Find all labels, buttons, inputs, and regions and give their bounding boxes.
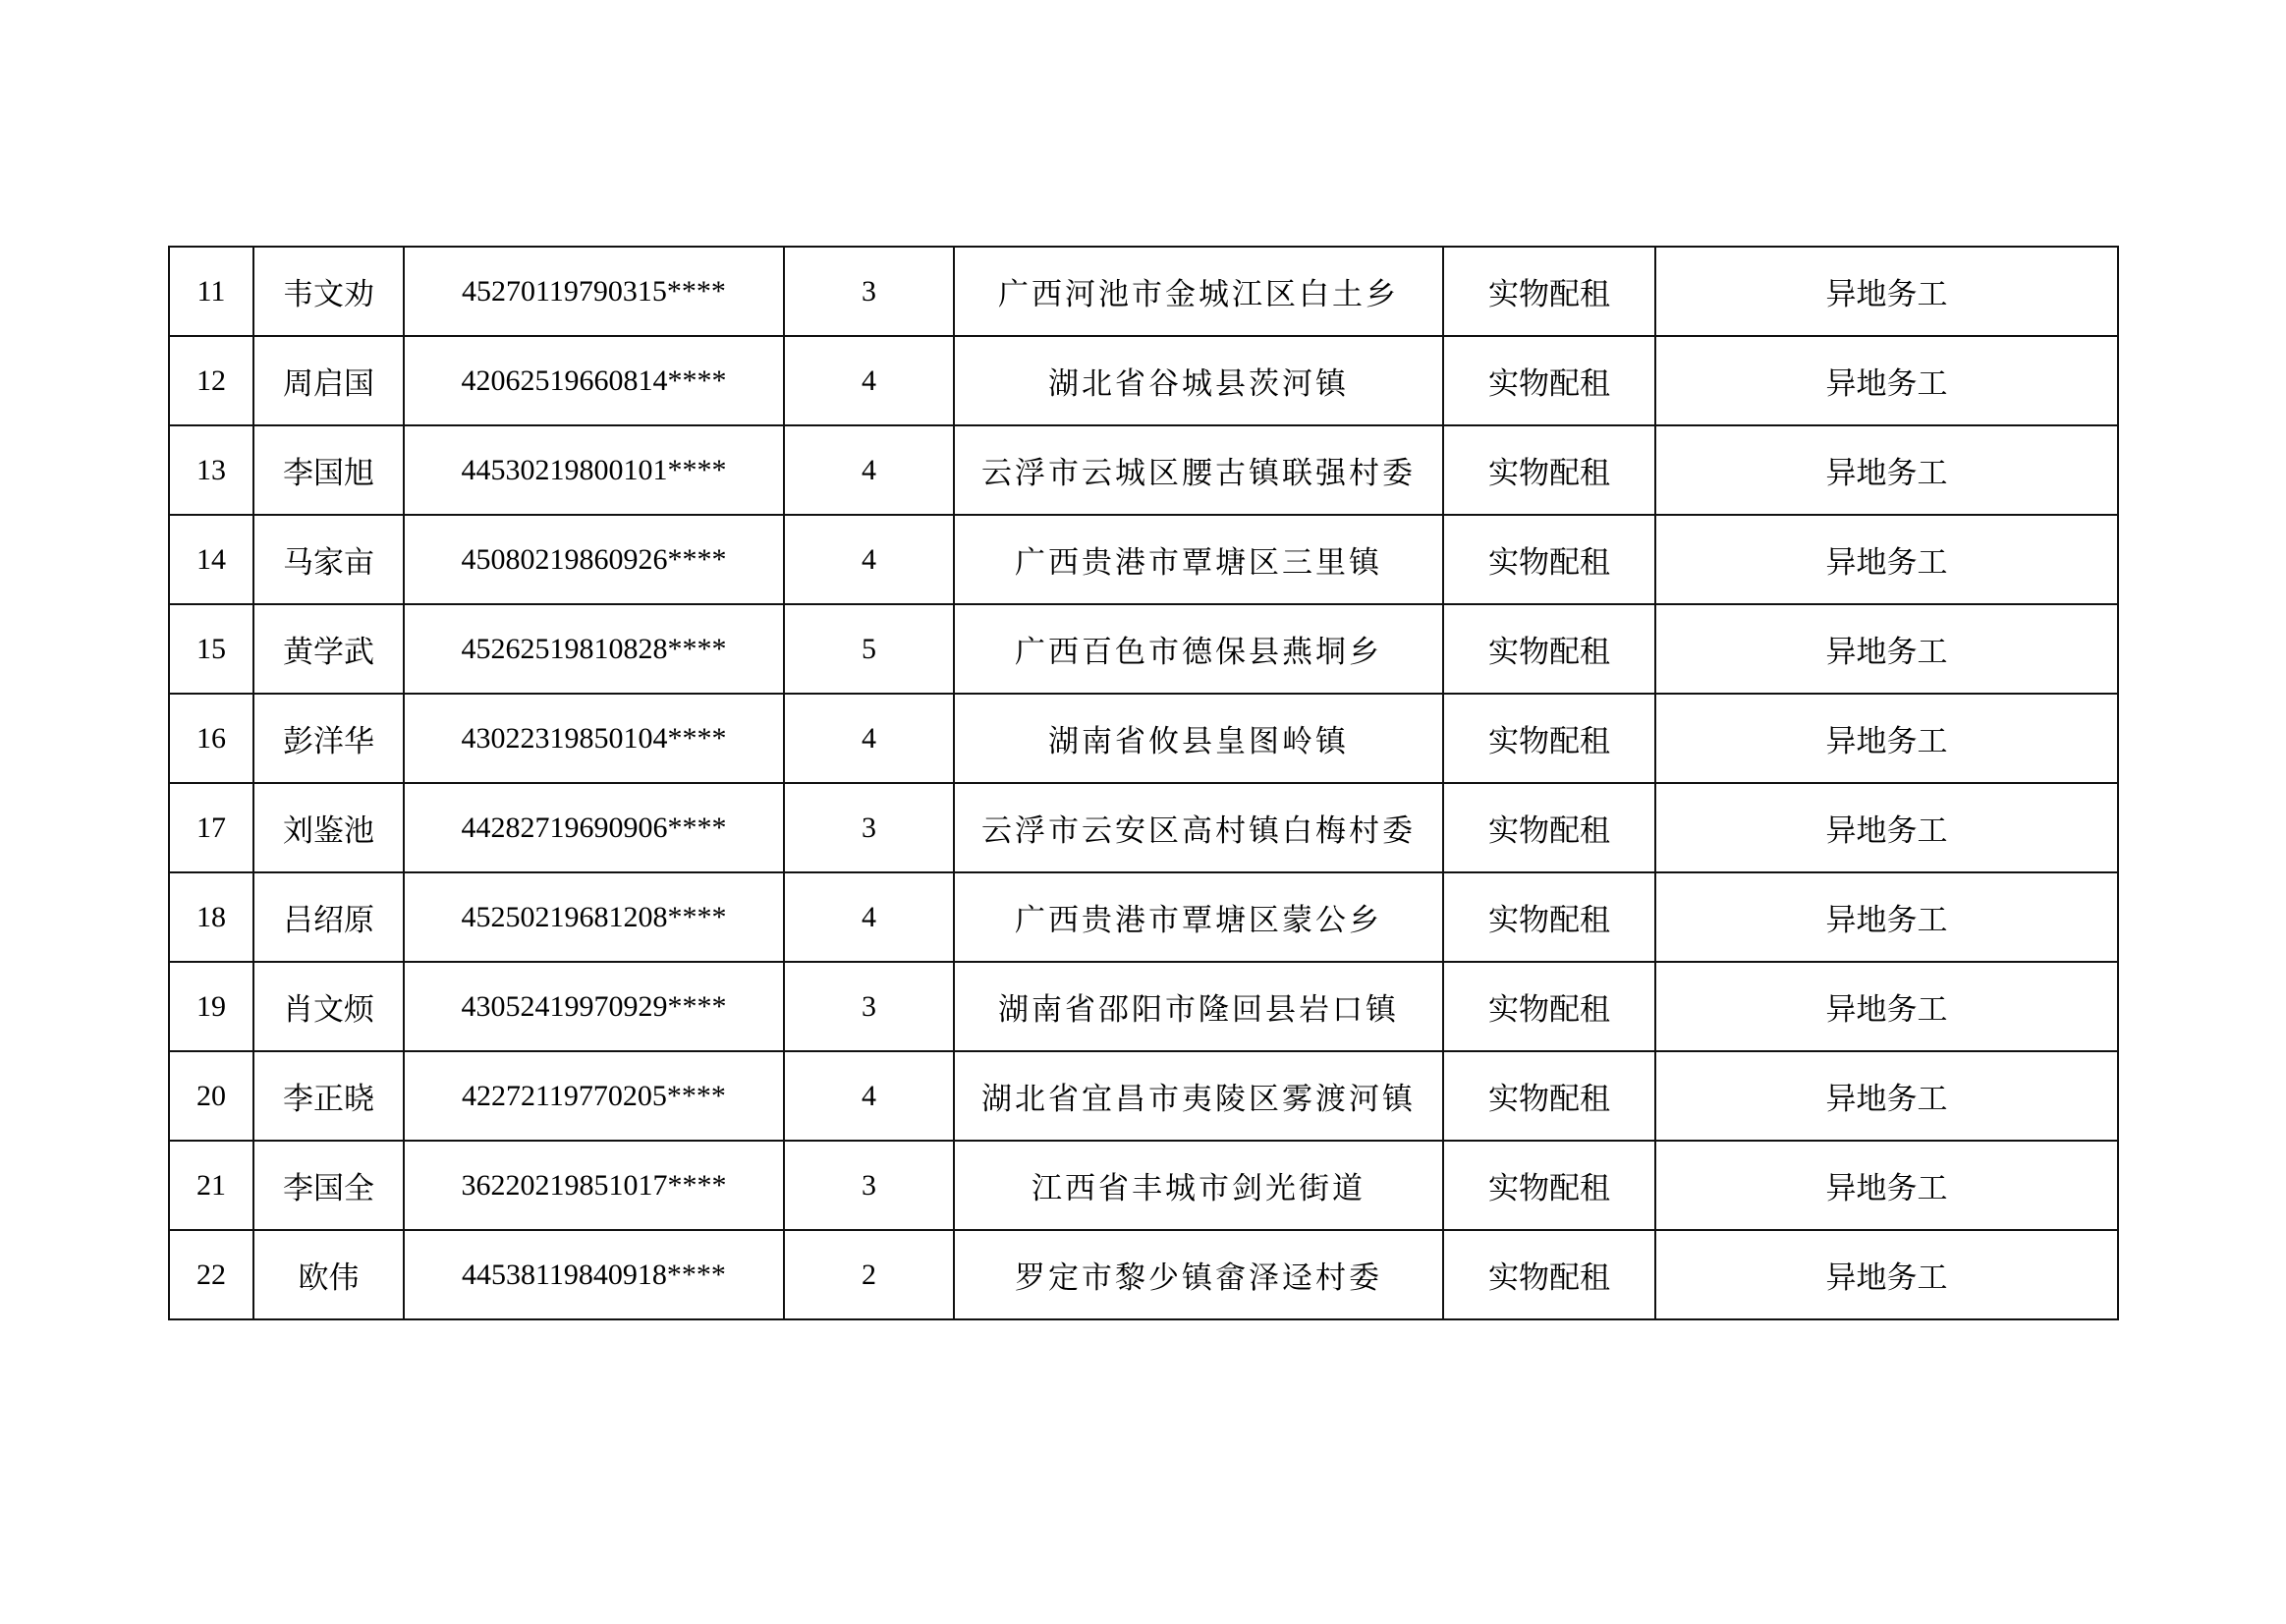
id-number-cell: 43022319850104**** [404,694,784,783]
address-cell: 湖北省宜昌市夷陵区雾渡河镇 [954,1051,1443,1141]
name-cell: 肖文烦 [253,962,404,1051]
household-size-cell: 3 [784,247,954,336]
household-size-cell: 4 [784,336,954,425]
address-cell: 广西河池市金城江区白土乡 [954,247,1443,336]
household-size-cell: 3 [784,783,954,872]
id-number-cell: 45262519810828**** [404,604,784,694]
allocation-type-cell: 实物配租 [1443,515,1655,604]
reason-cell: 异地务工 [1655,1051,2118,1141]
id-number-cell: 45250219681208**** [404,872,784,962]
table-row [169,962,2118,1051]
id-number-cell: 42062519660814**** [404,336,784,425]
reason-cell: 异地务工 [1655,962,2118,1051]
address-cell: 罗定市黎少镇畲泽迳村委 [954,1230,1443,1319]
address-cell: 广西百色市德保县燕垌乡 [954,604,1443,694]
household-size-cell: 3 [784,1141,954,1230]
household-size-cell: 5 [784,604,954,694]
reason-cell: 异地务工 [1655,783,2118,872]
table-row [169,515,2118,604]
row-number-cell: 12 [169,336,253,425]
household-size-cell: 4 [784,694,954,783]
table-row [169,1051,2118,1141]
id-number-cell: 36220219851017**** [404,1141,784,1230]
allocation-type-cell: 实物配租 [1443,1051,1655,1141]
row-number-cell: 20 [169,1051,253,1141]
allocation-type-cell: 实物配租 [1443,872,1655,962]
address-cell: 湖南省邵阳市隆回县岩口镇 [954,962,1443,1051]
name-cell: 李正晓 [253,1051,404,1141]
name-cell: 李国旭 [253,425,404,515]
row-number-cell: 21 [169,1141,253,1230]
id-number-cell: 42272119770205**** [404,1051,784,1141]
reason-cell: 异地务工 [1655,1230,2118,1319]
name-cell: 刘鉴池 [253,783,404,872]
table-row [169,1141,2118,1230]
allocation-type-cell: 实物配租 [1443,604,1655,694]
row-number-cell: 22 [169,1230,253,1319]
row-number-cell: 14 [169,515,253,604]
name-cell: 彭洋华 [253,694,404,783]
id-number-cell: 43052419970929**** [404,962,784,1051]
row-number-cell: 18 [169,872,253,962]
id-number-cell: 45270119790315**** [404,247,784,336]
table-row [169,336,2118,425]
household-size-cell: 2 [784,1230,954,1319]
housing-allocation-table [168,246,2119,1320]
address-cell: 江西省丰城市剑光街道 [954,1141,1443,1230]
id-number-cell: 44282719690906**** [404,783,784,872]
reason-cell: 异地务工 [1655,872,2118,962]
address-cell: 湖南省攸县皇图岭镇 [954,694,1443,783]
table-row [169,694,2118,783]
table-body [169,247,2118,1319]
household-size-cell: 4 [784,425,954,515]
table-row [169,872,2118,962]
name-cell: 周启国 [253,336,404,425]
table-row [169,1230,2118,1319]
row-number-cell: 19 [169,962,253,1051]
reason-cell: 异地务工 [1655,515,2118,604]
address-cell: 广西贵港市覃塘区三里镇 [954,515,1443,604]
name-cell: 韦文劝 [253,247,404,336]
name-cell: 吕绍原 [253,872,404,962]
allocation-type-cell: 实物配租 [1443,425,1655,515]
id-number-cell: 44530219800101**** [404,425,784,515]
name-cell: 李国全 [253,1141,404,1230]
allocation-type-cell: 实物配租 [1443,694,1655,783]
allocation-type-cell: 实物配租 [1443,336,1655,425]
address-cell: 广西贵港市覃塘区蒙公乡 [954,872,1443,962]
address-cell: 湖北省谷城县茨河镇 [954,336,1443,425]
table-row [169,425,2118,515]
row-number-cell: 15 [169,604,253,694]
allocation-type-cell: 实物配租 [1443,783,1655,872]
reason-cell: 异地务工 [1655,425,2118,515]
address-cell: 云浮市云城区腰古镇联强村委 [954,425,1443,515]
name-cell: 黄学武 [253,604,404,694]
household-size-cell: 3 [784,962,954,1051]
household-size-cell: 4 [784,872,954,962]
table-row [169,604,2118,694]
allocation-type-cell: 实物配租 [1443,1141,1655,1230]
table-row [169,783,2118,872]
row-number-cell: 16 [169,694,253,783]
id-number-cell: 45080219860926**** [404,515,784,604]
row-number-cell: 17 [169,783,253,872]
address-cell: 云浮市云安区高村镇白梅村委 [954,783,1443,872]
name-cell: 马家亩 [253,515,404,604]
reason-cell: 异地务工 [1655,1141,2118,1230]
row-number-cell: 11 [169,247,253,336]
reason-cell: 异地务工 [1655,247,2118,336]
allocation-type-cell: 实物配租 [1443,962,1655,1051]
row-number-cell: 13 [169,425,253,515]
reason-cell: 异地务工 [1655,694,2118,783]
table-row [169,247,2118,336]
household-size-cell: 4 [784,515,954,604]
id-number-cell: 44538119840918**** [404,1230,784,1319]
household-size-cell: 4 [784,1051,954,1141]
name-cell: 欧伟 [253,1230,404,1319]
reason-cell: 异地务工 [1655,336,2118,425]
reason-cell: 异地务工 [1655,604,2118,694]
allocation-type-cell: 实物配租 [1443,247,1655,336]
allocation-type-cell: 实物配租 [1443,1230,1655,1319]
